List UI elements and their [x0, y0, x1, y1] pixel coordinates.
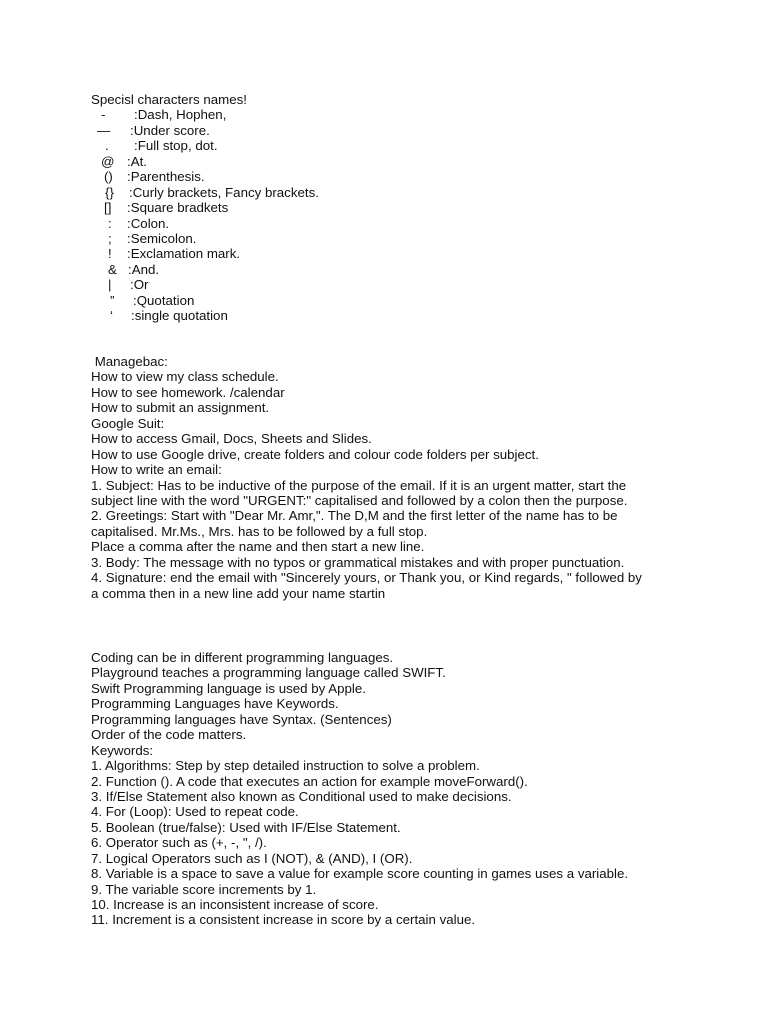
char-name: :Quotation: [133, 292, 195, 308]
keyword-item: 11. Increment is a consistent increase in score by a certain value.: [91, 912, 476, 928]
char-row-square-brackets: [91, 200, 691, 215]
char-row-dash: [91, 107, 691, 122]
char-symbol: .: [105, 138, 109, 154]
char-symbol: !: [108, 246, 112, 262]
char-row-full-stop: [91, 138, 691, 153]
keyword-item: 7. Logical Operators such as I (NOT), & (AND), I (OR).: [91, 850, 413, 866]
char-row-underscore: [91, 123, 691, 138]
char-symbol: ;: [108, 230, 112, 246]
char-name: :Or: [130, 277, 149, 293]
char-symbol: -: [101, 107, 106, 123]
coding-line: Programming languages have Syntax. (Sentences): [91, 711, 392, 727]
char-name: :At.: [127, 153, 147, 169]
char-name: :And.: [128, 261, 160, 277]
char-symbol: ‘: [110, 308, 113, 324]
coding-line: Playground teaches a programming language called SWIFT.: [91, 665, 446, 681]
char-row-quotation: [91, 293, 691, 308]
char-name: :single quotation: [131, 308, 228, 324]
email-heading: How to write an email:: [91, 462, 222, 478]
char-name: :Dash, Hophen,: [134, 107, 227, 123]
char-row-curly-brackets: [91, 185, 691, 200]
keyword-item: 3. If/Else Statement also known as Conditional used to make decisions.: [91, 788, 512, 804]
char-name: :Curly brackets, Fancy brackets.: [129, 184, 319, 200]
managebac-line: How to use Google drive, create folders and colour code folders per subject.: [91, 446, 539, 462]
char-symbol: —: [97, 122, 111, 138]
google-suit-heading: Google Suit:: [91, 415, 165, 431]
char-row-single-quotation: [91, 308, 691, 323]
coding-line: Coding can be in different programming languages.: [91, 650, 394, 665]
managebac-title: Managebac:: [91, 354, 168, 369]
keyword-item: 2. Function (). A code that executes an action for example moveForward().: [91, 773, 528, 789]
email-rule-line: 2. Greetings: Start with "Dear Mr. Amr,". The D,M and the first letter of the name has to be: [91, 508, 618, 524]
coding-line: Swift Programming language is used by Apple.: [91, 680, 366, 696]
special-characters-list: [91, 107, 691, 323]
email-rule-line: 3. Body: The message with no typos or grammatical mistakes and with proper punctuation.: [91, 554, 625, 570]
char-row-at: [91, 154, 691, 169]
email-rule-line: a comma then in a new line add your name startin: [91, 585, 386, 601]
char-row-exclamation: [91, 246, 691, 261]
char-name: :Exclamation mark.: [127, 246, 241, 262]
managebac-line: How to view my class schedule.: [91, 369, 279, 385]
email-rule-line: 4. Signature: end the email with "Sincerely yours, or Thank you, or Kind regards, " followed by: [91, 570, 642, 586]
keywords-heading: Keywords:: [91, 742, 154, 758]
special-characters-section: [91, 92, 691, 324]
email-rule-line: Place a comma after the name and then start a new line.: [91, 539, 425, 555]
char-name: :Semicolon.: [127, 230, 197, 246]
managebac-line: How to see homework. /calendar: [91, 384, 285, 400]
managebac-line: How to access Gmail, Docs, Sheets and Slides.: [91, 431, 372, 447]
managebac-line: How to submit an assignment.: [91, 400, 270, 416]
char-name: :Square bradkets: [127, 200, 229, 216]
char-symbol: (): [104, 169, 113, 185]
char-symbol: ”: [110, 292, 115, 308]
keyword-item: 4. For (Loop): Used to repeat code.: [91, 804, 299, 820]
char-row-ampersand: [91, 262, 691, 277]
char-symbol: :: [108, 215, 112, 231]
char-symbol: {}: [105, 184, 114, 200]
coding-line: Programming Languages have Keywords.: [91, 696, 339, 712]
keyword-item: 8. Variable is a space to save a value for example score counting in games uses a variable.: [91, 866, 629, 882]
email-rule-line: subject line with the word "URGENT:" capitalised and followed by a colon then the purpose.: [91, 492, 628, 508]
char-symbol: []: [104, 200, 112, 216]
char-symbol: |: [108, 277, 112, 293]
char-name: :Under score.: [130, 122, 210, 138]
char-name: :Full stop, dot.: [134, 138, 218, 154]
char-symbol: &: [108, 261, 117, 277]
char-row-colon: [91, 216, 691, 231]
special-characters-title: Specisl characters names!: [91, 92, 247, 107]
keyword-item: 6. Operator such as (+, -, ", /).: [91, 835, 267, 851]
coding-line: Order of the code matters.: [91, 727, 247, 743]
coding-section: [91, 650, 691, 928]
char-row-semicolon: [91, 231, 691, 246]
char-row-parenthesis: [91, 169, 691, 184]
keyword-item: 10. Increase is an inconsistent increase of score.: [91, 897, 379, 912]
keyword-item: 9. The variable score increments by 1.: [91, 881, 317, 897]
char-symbol: @: [101, 153, 115, 169]
keyword-item: 1. Algorithms: Step by step detailed instruction to solve a problem.: [91, 758, 480, 774]
email-rule-line: capitalised. Mr.Ms., Mrs. has to be followed by a full stop.: [91, 523, 428, 539]
managebac-section: [91, 354, 691, 601]
char-name: :Parenthesis.: [127, 169, 205, 185]
char-row-pipe: [91, 277, 691, 292]
char-name: :Colon.: [127, 215, 170, 231]
keyword-item: 5. Boolean (true/false): Used with IF/Else Statement.: [91, 819, 401, 835]
email-rule-line: 1. Subject: Has to be inductive of the purpose of the email. If it is an urgent matter, start the: [91, 477, 627, 493]
